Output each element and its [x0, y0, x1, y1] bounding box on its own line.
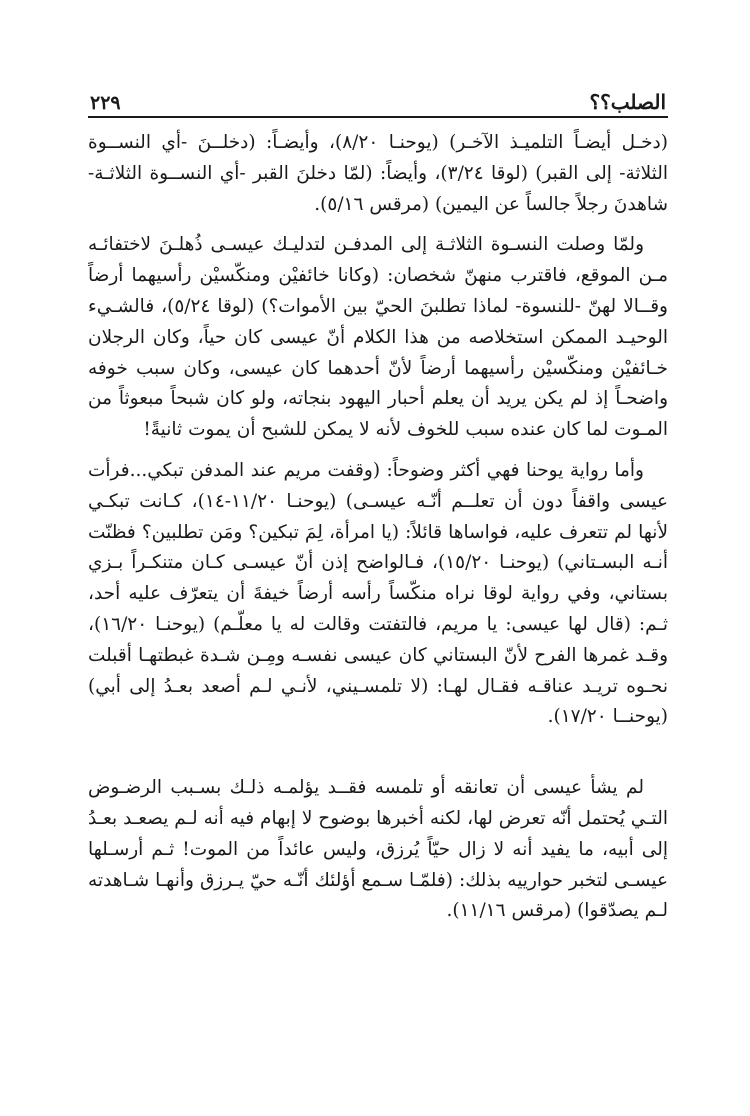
paragraph-spacer — [88, 220, 668, 230]
paragraph-2: ولمّا وصلت النسـوة الثلاثـة إلى المدفـن لتدليـك عيسـى ذُهلـنَ لاختفائـه مـن الموقع، فاقترب منهنّ شخصان: (وكانا خائفيْن ومنكّسيْن رأسيهما أرضاً وقــالا لهنّ -للنسوة- لماذا تطلبنَ الحيّ بين الأموات؟) (لوقا ٥/٢٤)، فالشـيء الوحيـد الممكن استخلاصه من هذا الكلام أنّ عيسى كان حياً، وكان الرجلان خـائفيْن ومنكّسيْن رأسيهما أرضاً لأنّ أحدهما كان عيسى، وكان سبب خوفه واضحـاً إذ لم يكن يريد أن يعلم أحبار اليهود بنجاته، ولو كان شبحاً مبعوثاً من المـوت لما كان عنده سبب للخوف لأنه لا يمكن للشبح أن يموت ثانيةً! — [88, 234, 668, 441]
paragraph-3: وأما رواية يوحنا فهي أكثر وضوحاً: (وقفت مريم عند المدفن تبكي...فرأت عيسى واقفاً دون أن تعلــم أنّـه عيسـى) (يوحنـا ١١/٢٠-١٤)، كـانت تبكـي لأنها لم تتعرف عليه، فواساها قائلاً: (يا امرأة، لِمَ تبكين؟ ومَن تطلبين؟ فظنّت أنـه البسـتاني) (يوحنـا ١٥/٢٠)، فـالواضح إذن أنّ عيسـى كـان متنكـراً بـزي بستاني، وفي رواية لوقا نراه منكّساً رأسه أرضاً خيفةَ أن يتعرّف عليه أحد، ثـم: (قال لها عيسى: يا مريم، فالتفتت وقالت له يا معلّـم) (يوحنـا ١٦/٢٠)، وقـد غمرها الفرح لأنّ البستاني كان عيسى نفسـه ومِـن شـدة غبطتهـا أقبلت نحـوه تريـد عناقـه فقـال لهـا: (لا تلمسـيني، لأنـي لـم أصعد بعـدُ إلى أبي) (يوحنــا ١٧/٢٠). — [88, 459, 668, 728]
book-page — [88, 80, 668, 927]
page-number: ٢٢٩ — [90, 92, 121, 114]
paragraph-4: لم يشأ عيسى أن تعانقه أو تلمسه فقــد يؤلمـه ذلـك بسـبب الرضـوض التـي يُحتمل أنّه تعرض لها، لكنه أخبرها بوضوح لا إبهام فيه أنه لـم يصعـد بعـدُ إلى أبيه، ما يفيد أنه لا زال حيّاً يُرزق، وليس عائداً من الموت! ثـم أرسـلها عيسـى لتخبر حوارييه بذلك: (فلمّـا سـمع أؤلئك أنّـه حيّ يـرزق وأنهـا شـاهدته لـم يصدّقوا) (مرقس ١١/١٦). — [88, 777, 668, 922]
paragraph-spacer — [88, 446, 668, 456]
section-spacer — [88, 733, 668, 773]
running-header — [88, 80, 668, 118]
paragraph-1: (دخـل أيضـاً التلميـذ الآخـر) (يوحنـا ٨/٢٠)، وأيضـاً: (دخلــنَ -أي النســوة الثلاثة- إلى القبر) (لوقا ٣/٢٤)، وأيضاً: (لمّا دخلنَ القبر -أي النســوة الثلاثـة- شاهدنَ رجلاً جالساً عن اليمين) (مرقس ٥/١٦). — [88, 132, 669, 215]
running-title: الصلب؟؟ — [589, 90, 666, 114]
page-body — [88, 128, 668, 927]
